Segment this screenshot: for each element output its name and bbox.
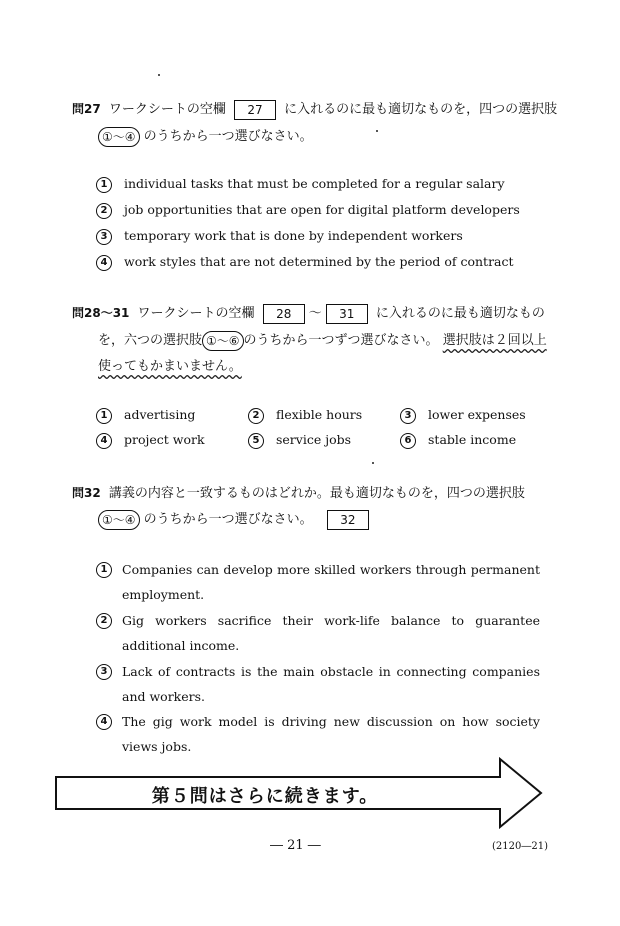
continue-notice: 第５問はさらに続きます。 bbox=[151, 786, 379, 807]
choice-32-1 bbox=[96, 557, 540, 607]
choice-text: project work bbox=[124, 432, 205, 447]
choice-range: ①～④ bbox=[98, 127, 140, 147]
question-28-31-line3 bbox=[98, 352, 242, 382]
choice-text: advertising bbox=[124, 407, 196, 422]
choice-text: Lack of contracts is the main obstacle in connecting companies and workers. bbox=[122, 664, 540, 704]
choice-number: 4 bbox=[96, 714, 112, 730]
choice-text: service jobs bbox=[276, 432, 352, 447]
question-27-heading bbox=[72, 94, 557, 125]
choice-text: stable income bbox=[428, 432, 517, 447]
choice-32-2 bbox=[96, 608, 540, 658]
choice-text: Gig workers sacrifice their work-life balance to guarantee additional income. bbox=[122, 613, 540, 653]
choice-text: The gig work model is driving new discussion on how society views jobs. bbox=[122, 714, 540, 754]
choice-27-4 bbox=[96, 254, 514, 271]
answer-blank-32: 32 bbox=[327, 510, 369, 530]
choice-text: individual tasks that must be completed for a regular salary bbox=[124, 176, 505, 191]
choice-28-3 bbox=[400, 407, 526, 424]
answer-blank-28: 28 bbox=[263, 304, 305, 324]
question-text: ワークシートの空欄 bbox=[108, 102, 226, 117]
answer-blank-27: 27 bbox=[234, 100, 276, 120]
choice-text: job opportunities that are open for digital platform developers bbox=[124, 202, 520, 217]
choice-number: 2 bbox=[96, 203, 112, 219]
question-number: 問28～31 bbox=[72, 306, 130, 320]
emphasis-note: 選択肢は２回以上 bbox=[442, 333, 547, 348]
choice-28-1 bbox=[96, 407, 195, 424]
choice-28-4 bbox=[96, 432, 205, 449]
emphasis-note: 使ってもかまいません。 bbox=[98, 359, 242, 374]
question-27-line2 bbox=[98, 122, 313, 152]
question-text: 講義の内容と一致するものはどれか。最も適切なものを，四つの選択肢 bbox=[108, 486, 525, 501]
question-number: 問27 bbox=[72, 102, 101, 116]
question-28-31-heading bbox=[72, 298, 545, 329]
choice-28-2 bbox=[248, 407, 362, 424]
choice-number: 3 bbox=[400, 408, 416, 424]
choice-27-1 bbox=[96, 176, 505, 193]
scan-speck bbox=[376, 130, 378, 132]
question-text: のうちから一つ選びなさい。 bbox=[143, 129, 313, 144]
choice-number: 6 bbox=[400, 433, 416, 449]
choice-32-4 bbox=[96, 709, 540, 759]
choice-number: 3 bbox=[96, 664, 112, 680]
choice-number: 2 bbox=[96, 613, 112, 629]
question-text: に入れるのに最も適切なもの bbox=[375, 306, 545, 321]
choice-27-2 bbox=[96, 202, 520, 219]
choice-32-3 bbox=[96, 659, 540, 709]
choice-text: flexible hours bbox=[276, 407, 363, 422]
question-text: を，六つの選択肢 bbox=[98, 333, 203, 348]
choice-number: 4 bbox=[96, 255, 112, 271]
choice-number: 4 bbox=[96, 433, 112, 449]
choice-27-3 bbox=[96, 228, 463, 245]
question-text: に入れるのに最も適切なものを，四つの選択肢 bbox=[284, 102, 558, 117]
question-text: のうちから一つ選びなさい。 bbox=[143, 512, 313, 527]
choice-number: 5 bbox=[248, 433, 264, 449]
choice-28-5 bbox=[248, 432, 351, 449]
choice-text: work styles that are not determined by the period of contract bbox=[124, 254, 514, 269]
choice-number: 1 bbox=[96, 408, 112, 424]
choice-number: 1 bbox=[96, 562, 112, 578]
page-number: ― 21 ― bbox=[270, 838, 321, 853]
document-code: (2120―21) bbox=[492, 841, 548, 852]
question-text: のうちから一つずつ選びなさい。 bbox=[243, 333, 439, 348]
range-tilde: ～ bbox=[308, 306, 322, 321]
scan-speck bbox=[372, 462, 374, 464]
scan-speck bbox=[158, 74, 160, 76]
choice-range: ①～⑥ bbox=[202, 331, 244, 351]
choice-number: 2 bbox=[248, 408, 264, 424]
choice-text: lower expenses bbox=[428, 407, 526, 422]
question-number: 問32 bbox=[72, 486, 101, 500]
choice-range: ①～④ bbox=[98, 510, 140, 530]
question-32-line2 bbox=[98, 505, 373, 535]
answer-blank-31: 31 bbox=[326, 304, 368, 324]
question-text: ワークシートの空欄 bbox=[137, 306, 255, 321]
choice-number: 1 bbox=[96, 177, 112, 193]
choice-text: temporary work that is done by independent workers bbox=[124, 228, 463, 243]
choice-text: Companies can develop more skilled workers through permanent employment. bbox=[122, 562, 540, 602]
choice-28-6 bbox=[400, 432, 516, 449]
choice-number: 3 bbox=[96, 229, 112, 245]
